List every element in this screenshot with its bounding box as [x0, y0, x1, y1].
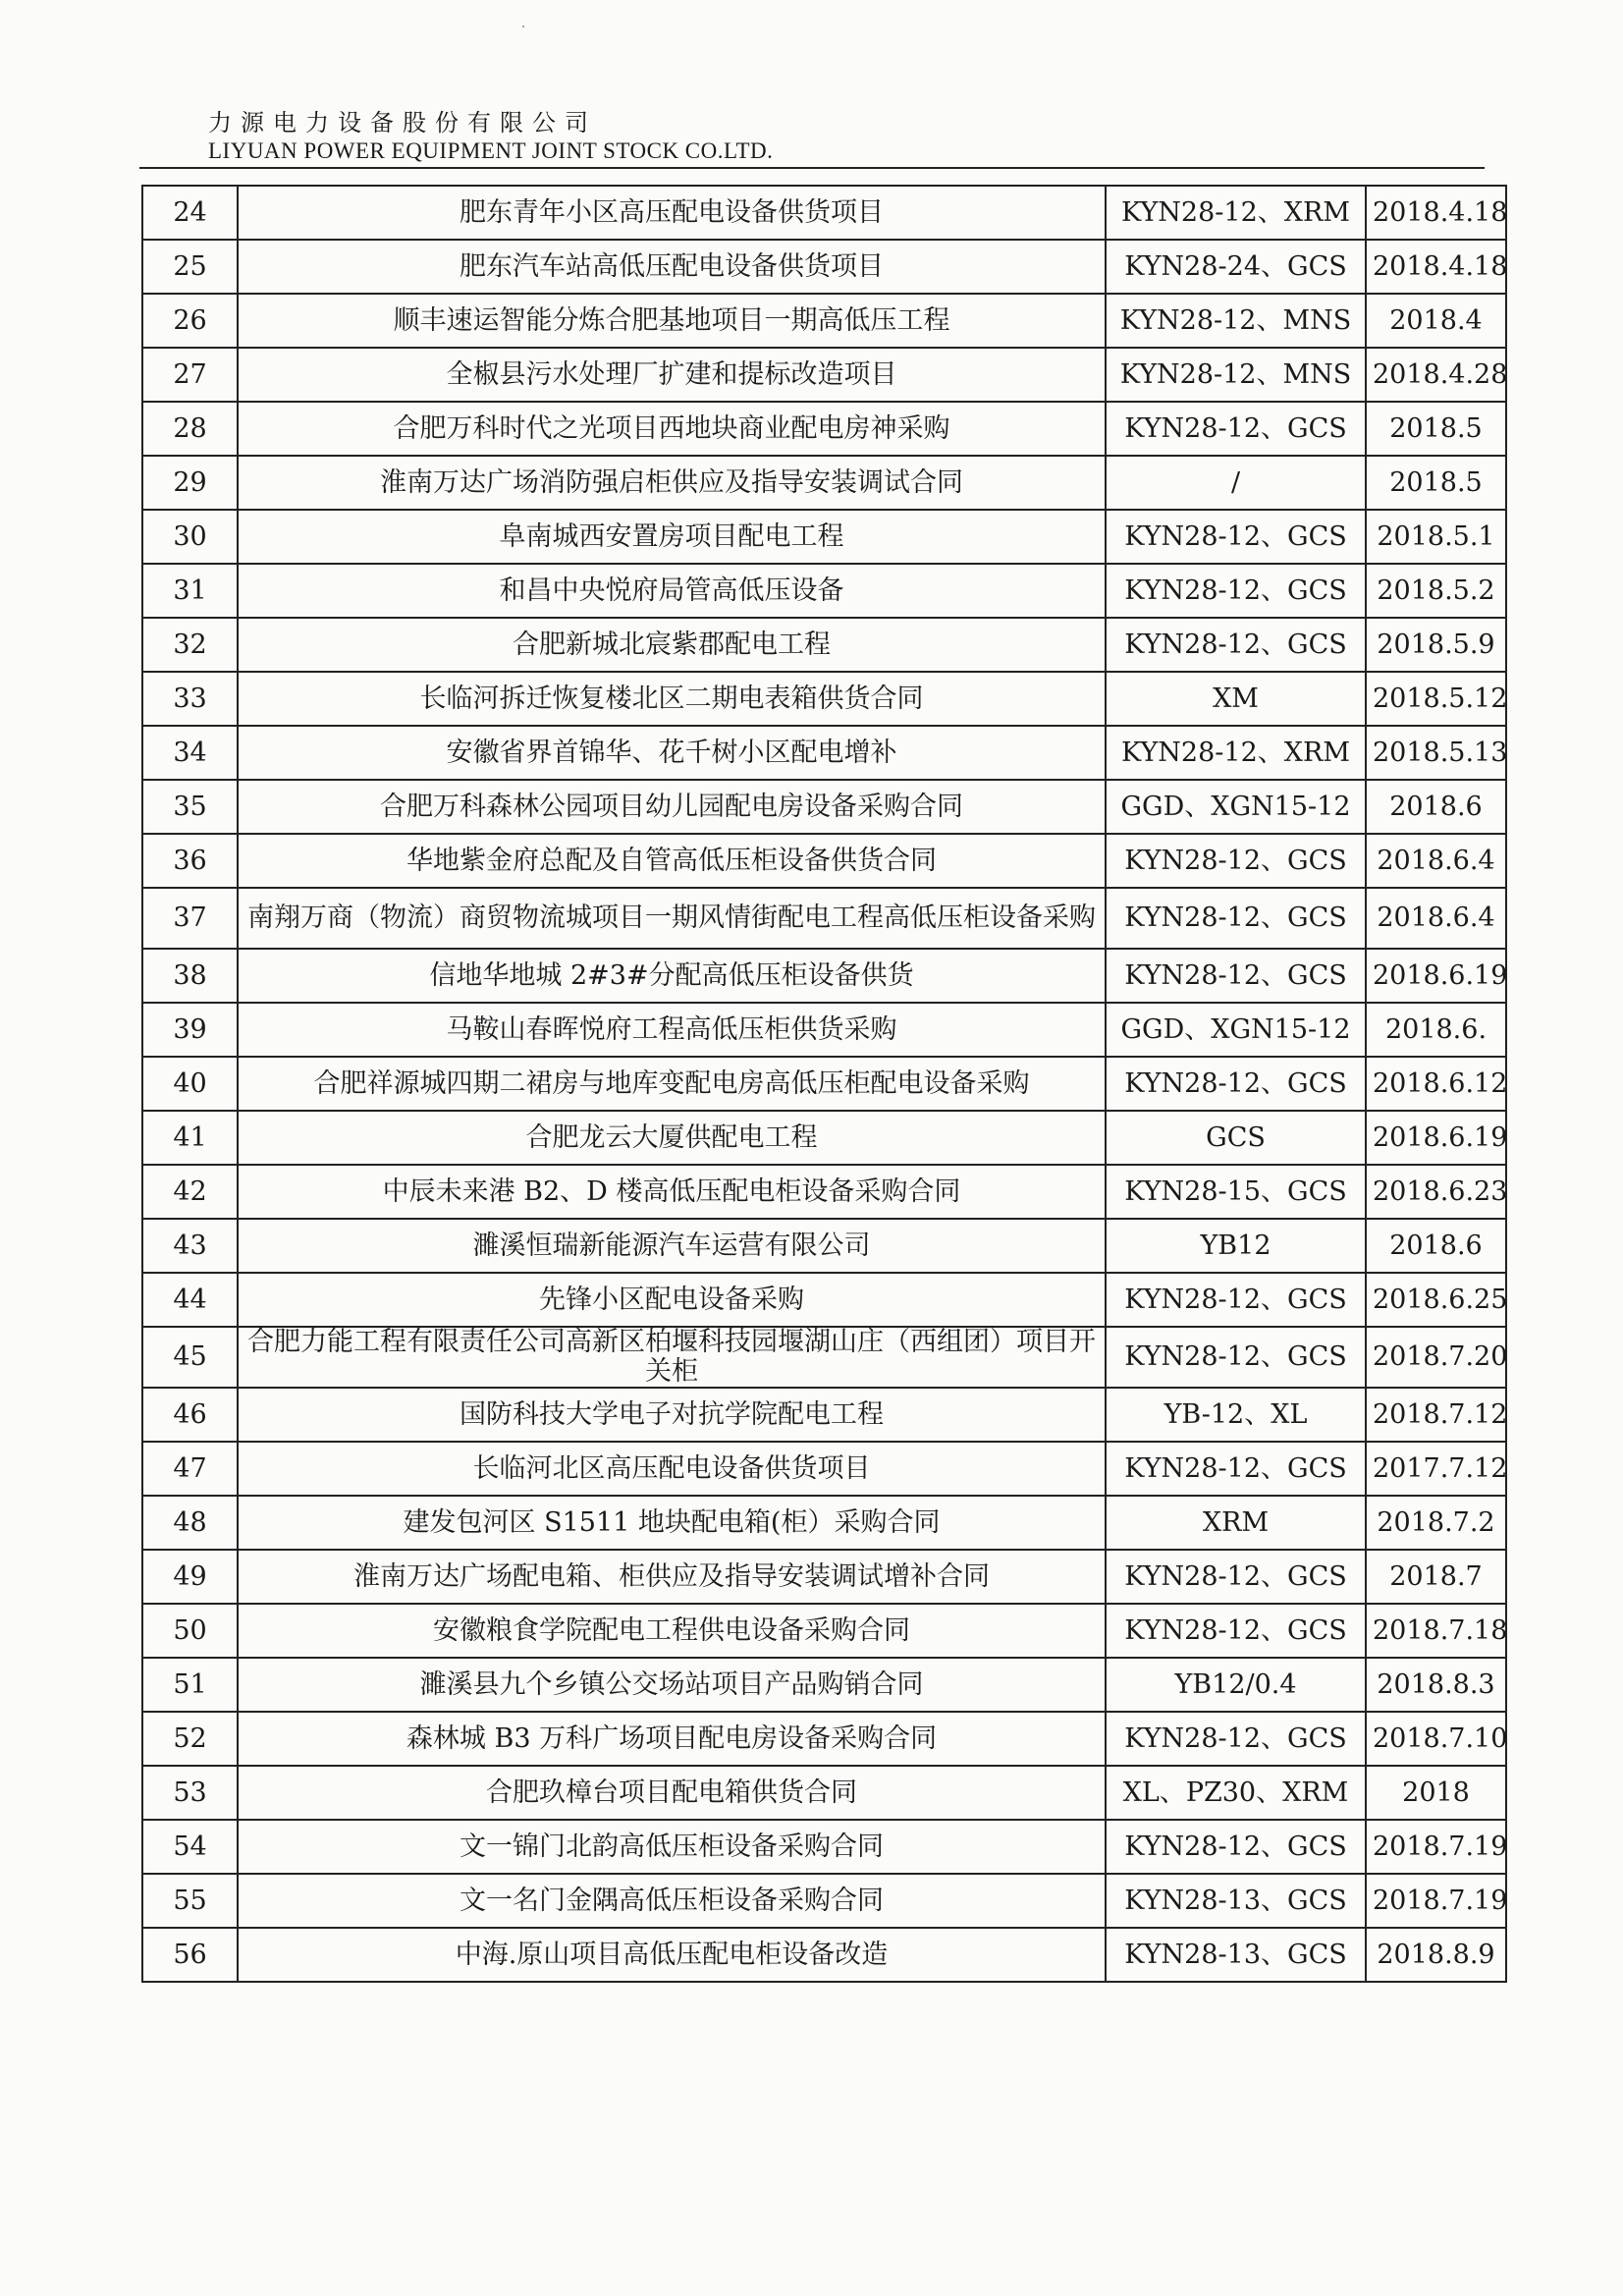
table-row: [142, 564, 1506, 618]
cell-project-name: 中辰未来港 B2、D 楼高低压配电柜设备采购合同: [238, 1165, 1106, 1219]
table-row: [142, 1327, 1506, 1388]
cell-project-name: 信地华地城 2#3#分配高低压柜设备供货: [238, 949, 1106, 1003]
cell-project-name: 合肥祥源城四期二裙房与地库变配电房高低压柜配电设备采购: [238, 1057, 1106, 1111]
company-name-cn: 力源电力设备股份有限公司: [208, 109, 597, 137]
table-row: [142, 402, 1506, 456]
cell-model: KYN28-12、XRM: [1106, 726, 1366, 780]
cell-project-name: 安徽粮食学院配电工程供电设备采购合同: [238, 1604, 1106, 1658]
cell-number: 27: [142, 348, 238, 402]
cell-project-name: 中海.原山项目高低压配电柜设备改造: [238, 1928, 1106, 1982]
cell-project-name: 安徽省界首锦华、花千树小区配电增补: [238, 726, 1106, 780]
cell-number: 28: [142, 402, 238, 456]
cell-date: 2018: [1366, 1766, 1506, 1820]
cell-model: KYN28-12、MNS: [1106, 294, 1366, 348]
cell-date: 2018.5.2: [1366, 564, 1506, 618]
cell-project-name: 肥东汽车站高低压配电设备供货项目: [238, 240, 1106, 294]
cell-project-name: 合肥龙云大厦供配电工程: [238, 1111, 1106, 1165]
cell-date: 2018.5.12: [1366, 672, 1506, 726]
table-row: [142, 348, 1506, 402]
table-row: [142, 1604, 1506, 1658]
cell-project-name: 和昌中央悦府局管高低压设备: [238, 564, 1106, 618]
cell-project-name: 合肥新城北宸紫郡配电工程: [238, 618, 1106, 672]
cell-model: KYN28-12、GCS: [1106, 1327, 1366, 1388]
table-row: [142, 1928, 1506, 1982]
cell-model: KYN28-24、GCS: [1106, 240, 1366, 294]
cell-date: 2018.4.18: [1366, 240, 1506, 294]
table-row: [142, 240, 1506, 294]
cell-number: 38: [142, 949, 238, 1003]
cell-model: GCS: [1106, 1111, 1366, 1165]
table-row: [142, 1874, 1506, 1928]
header-divider: [139, 167, 1485, 169]
cell-number: 54: [142, 1820, 238, 1874]
scan-speck: [522, 26, 524, 27]
cell-project-name: 南翔万商（物流）商贸物流城项目一期风情街配电工程高低压柜设备采购: [238, 888, 1106, 949]
table-row: [142, 1003, 1506, 1057]
cell-project-name: 文一锦门北韵高低压柜设备采购合同: [238, 1820, 1106, 1874]
cell-date: 2018.6.19: [1366, 949, 1506, 1003]
cell-model: YB12/0.4: [1106, 1658, 1366, 1712]
cell-model: KYN28-13、GCS: [1106, 1928, 1366, 1982]
cell-date: 2018.4: [1366, 294, 1506, 348]
table-row: [142, 780, 1506, 834]
project-records-table: [141, 185, 1507, 1983]
cell-project-name: 合肥玖樟台项目配电箱供货合同: [238, 1766, 1106, 1820]
cell-project-name: 濉溪恒瑞新能源汽车运营有限公司: [238, 1219, 1106, 1273]
cell-project-name: 国防科技大学电子对抗学院配电工程: [238, 1388, 1106, 1442]
cell-model: XM: [1106, 672, 1366, 726]
cell-number: 37: [142, 888, 238, 949]
cell-date: 2018.5.9: [1366, 618, 1506, 672]
table-row: [142, 1550, 1506, 1604]
cell-model: /: [1106, 456, 1366, 510]
cell-model: KYN28-12、GCS: [1106, 510, 1366, 564]
cell-model: YB-12、XL: [1106, 1388, 1366, 1442]
cell-project-name: 阜南城西安置房项目配电工程: [238, 510, 1106, 564]
cell-date: 2018.6.4: [1366, 888, 1506, 949]
cell-date: 2018.6: [1366, 780, 1506, 834]
cell-number: 53: [142, 1766, 238, 1820]
cell-project-name: 肥东青年小区高压配电设备供货项目: [238, 186, 1106, 240]
cell-date: 2018.6.4: [1366, 834, 1506, 888]
table-row: [142, 456, 1506, 510]
cell-model: KYN28-12、GCS: [1106, 1820, 1366, 1874]
table-row: [142, 1820, 1506, 1874]
table-row: [142, 1442, 1506, 1496]
cell-model: KYN28-12、MNS: [1106, 348, 1366, 402]
table-row: [142, 888, 1506, 949]
cell-number: 51: [142, 1658, 238, 1712]
cell-number: 39: [142, 1003, 238, 1057]
cell-model: GGD、XGN15-12: [1106, 1003, 1366, 1057]
cell-number: 24: [142, 186, 238, 240]
cell-model: KYN28-12、GCS: [1106, 1273, 1366, 1327]
cell-date: 2018.7: [1366, 1550, 1506, 1604]
table-row: [142, 1388, 1506, 1442]
cell-model: KYN28-12、GCS: [1106, 949, 1366, 1003]
cell-project-name: 建发包河区 S1511 地块配电箱(柜）采购合同: [238, 1496, 1106, 1550]
cell-number: 35: [142, 780, 238, 834]
cell-model: GGD、XGN15-12: [1106, 780, 1366, 834]
table-row: [142, 672, 1506, 726]
cell-date: 2018.8.3: [1366, 1658, 1506, 1712]
cell-model: XL、PZ30、XRM: [1106, 1766, 1366, 1820]
cell-number: 43: [142, 1219, 238, 1273]
cell-number: 40: [142, 1057, 238, 1111]
cell-date: 2018.5.1: [1366, 510, 1506, 564]
cell-number: 32: [142, 618, 238, 672]
cell-number: 45: [142, 1327, 238, 1388]
cell-date: 2018.7.19: [1366, 1820, 1506, 1874]
cell-date: 2017.7.12: [1366, 1442, 1506, 1496]
cell-model: KYN28-12、GCS: [1106, 1442, 1366, 1496]
table-row: [142, 510, 1506, 564]
cell-model: KYN28-12、XRM: [1106, 186, 1366, 240]
cell-number: 56: [142, 1928, 238, 1982]
cell-project-name: 文一名门金隅高低压柜设备采购合同: [238, 1874, 1106, 1928]
table-row: [142, 1273, 1506, 1327]
cell-date: 2018.7.2: [1366, 1496, 1506, 1550]
cell-model: KYN28-12、GCS: [1106, 402, 1366, 456]
table-row: [142, 949, 1506, 1003]
cell-number: 36: [142, 834, 238, 888]
cell-number: 42: [142, 1165, 238, 1219]
cell-model: KYN28-12、GCS: [1106, 1057, 1366, 1111]
cell-project-name: 濉溪县九个乡镇公交场站项目产品购销合同: [238, 1658, 1106, 1712]
table-row: [142, 1219, 1506, 1273]
cell-date: 2018.6: [1366, 1219, 1506, 1273]
cell-project-name: 森林城 B3 万科广场项目配电房设备采购合同: [238, 1712, 1106, 1766]
table-row: [142, 1057, 1506, 1111]
table-row: [142, 618, 1506, 672]
cell-number: 48: [142, 1496, 238, 1550]
cell-date: 2018.5: [1366, 456, 1506, 510]
cell-number: 50: [142, 1604, 238, 1658]
table-row: [142, 1496, 1506, 1550]
cell-project-name: 马鞍山春晖悦府工程高低压柜供货采购: [238, 1003, 1106, 1057]
cell-model: YB12: [1106, 1219, 1366, 1273]
cell-number: 44: [142, 1273, 238, 1327]
cell-model: KYN28-12、GCS: [1106, 834, 1366, 888]
cell-model: KYN28-12、GCS: [1106, 888, 1366, 949]
table-row: [142, 1712, 1506, 1766]
cell-date: 2018.6.12: [1366, 1057, 1506, 1111]
cell-number: 29: [142, 456, 238, 510]
cell-project-name: 合肥万科森林公园项目幼儿园配电房设备采购合同: [238, 780, 1106, 834]
cell-number: 52: [142, 1712, 238, 1766]
cell-number: 46: [142, 1388, 238, 1442]
table-row: [142, 726, 1506, 780]
cell-project-name: 顺丰速运智能分炼合肥基地项目一期高低压工程: [238, 294, 1106, 348]
table-row: [142, 186, 1506, 240]
cell-date: 2018.4.18: [1366, 186, 1506, 240]
cell-project-name: 长临河北区高压配电设备供货项目: [238, 1442, 1106, 1496]
cell-date: 2018.7.10: [1366, 1712, 1506, 1766]
cell-project-name: 合肥万科时代之光项目西地块商业配电房神采购: [238, 402, 1106, 456]
letterhead: [208, 108, 773, 165]
company-name-en: LIYUAN POWER EQUIPMENT JOINT STOCK CO.LTD.: [208, 138, 774, 163]
cell-number: 55: [142, 1874, 238, 1928]
cell-date: 2018.7.19: [1366, 1874, 1506, 1928]
cell-date: 2018.7.20: [1366, 1327, 1506, 1388]
cell-model: KYN28-12、GCS: [1106, 618, 1366, 672]
cell-date: 2018.6.19: [1366, 1111, 1506, 1165]
cell-date: 2018.6.25: [1366, 1273, 1506, 1327]
cell-model: KYN28-13、GCS: [1106, 1874, 1366, 1928]
cell-number: 41: [142, 1111, 238, 1165]
cell-number: 30: [142, 510, 238, 564]
cell-project-name: 淮南万达广场消防强启柜供应及指导安装调试合同: [238, 456, 1106, 510]
cell-date: 2018.6.23: [1366, 1165, 1506, 1219]
cell-date: 2018.8.9: [1366, 1928, 1506, 1982]
cell-date: 2018.5.13: [1366, 726, 1506, 780]
cell-project-name: 全椒县污水处理厂扩建和提标改造项目: [238, 348, 1106, 402]
cell-model: XRM: [1106, 1496, 1366, 1550]
table-row: [142, 294, 1506, 348]
cell-date: 2018.7.12: [1366, 1388, 1506, 1442]
cell-number: 49: [142, 1550, 238, 1604]
cell-date: 2018.6.: [1366, 1003, 1506, 1057]
cell-number: 47: [142, 1442, 238, 1496]
cell-date: 2018.7.18: [1366, 1604, 1506, 1658]
cell-number: 25: [142, 240, 238, 294]
cell-project-name: 华地紫金府总配及自管高低压柜设备供货合同: [238, 834, 1106, 888]
cell-model: KYN28-15、GCS: [1106, 1165, 1366, 1219]
cell-model: KYN28-12、GCS: [1106, 1604, 1366, 1658]
cell-project-name: 合肥力能工程有限责任公司高新区柏堰科技园堰湖山庄（西组团）项目开关柜: [238, 1327, 1106, 1388]
cell-model: KYN28-12、GCS: [1106, 564, 1366, 618]
cell-model: KYN28-12、GCS: [1106, 1550, 1366, 1604]
cell-date: 2018.5: [1366, 402, 1506, 456]
cell-number: 26: [142, 294, 238, 348]
table-row: [142, 1165, 1506, 1219]
cell-project-name: 长临河拆迁恢复楼北区二期电表箱供货合同: [238, 672, 1106, 726]
cell-project-name: 淮南万达广场配电箱、柜供应及指导安装调试增补合同: [238, 1550, 1106, 1604]
table-row: [142, 1111, 1506, 1165]
table-row: [142, 1766, 1506, 1820]
cell-model: KYN28-12、GCS: [1106, 1712, 1366, 1766]
table-body: [142, 186, 1506, 1982]
cell-date: 2018.4.28: [1366, 348, 1506, 402]
cell-number: 33: [142, 672, 238, 726]
cell-number: 31: [142, 564, 238, 618]
table-row: [142, 834, 1506, 888]
table-row: [142, 1658, 1506, 1712]
cell-project-name: 先锋小区配电设备采购: [238, 1273, 1106, 1327]
cell-number: 34: [142, 726, 238, 780]
